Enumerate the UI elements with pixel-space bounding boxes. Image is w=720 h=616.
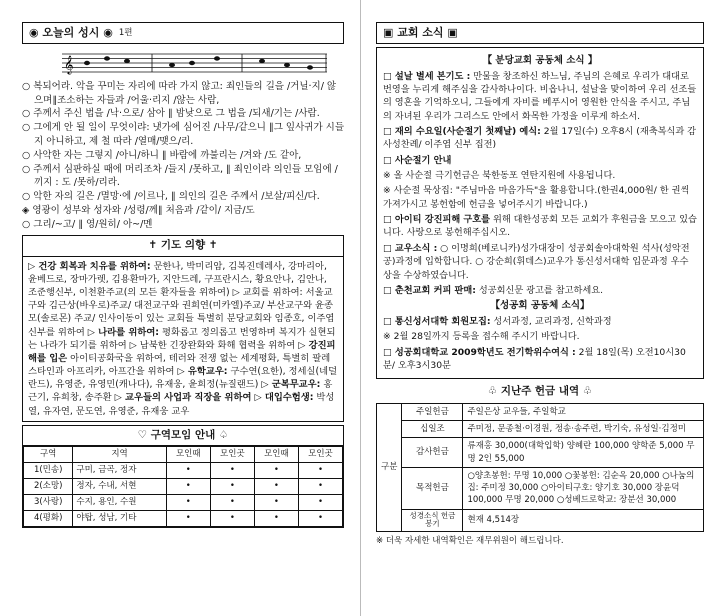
table-row [377, 438, 704, 468]
offering-label: 십일조 [402, 420, 463, 437]
svg-text:𝄞: 𝄞 [64, 54, 74, 74]
news-text: 만물을 창조하신 하느님, 주님의 은혜로 우리가 대대로 번영을 누리게 해주심을 감사하나이다. 비옵나니, 설날을 맞이하여 우리 선조들의 영혼을 기억하오니, 그들에게 자비를 베푸시어 영원한 안식을 주시고, 주님의 자녀된 우리가 그리스도 안에서 화목한 가정을 이루게 하소서. [383, 70, 697, 122]
region-cell: • [298, 479, 342, 495]
region-cell: • [210, 463, 254, 479]
region-number: 2(소망) [24, 479, 73, 495]
prayer-body [23, 257, 343, 421]
verse-line: ◈ 영광이 성부와 성자와 /성령/께∥ 처음과 /같이/ 지금/도 [22, 204, 255, 216]
table-row [377, 403, 704, 420]
region-cell: • [254, 479, 298, 495]
news-text: ※ 2월 28일까지 등록을 접수해 주시기 바랍니다. [383, 331, 580, 343]
verse-number: 1편 [118, 27, 133, 38]
news-item [383, 213, 697, 240]
verse-line: ○ 그에게 안 될 일이 무엇이랴: 냇가에 심어진 /나무/같으니 ∥그 잎사귀가 시들지 아니하고, 제 철 따라 /열매/맺으/리. [22, 122, 344, 147]
news-item [383, 184, 697, 211]
news-text: 2월 18일(목) 오전10시30분/ 오후3시30분 [383, 346, 686, 371]
prayer-key: ▷ 건강 회복과 치유를 위하여: [28, 260, 151, 272]
verse-heading [22, 22, 344, 44]
region-table [23, 446, 343, 527]
prayer-text: 구수연(요한), 정세실(네덜란드), 유영준, 유영민(캐나다), 유재웅, 윤희정(뉴질랜드) [28, 366, 338, 391]
region-cell: • [298, 495, 342, 511]
region-title: ♡ 구역모임 안내 ♤ [23, 426, 343, 446]
news-key: □ 춘천교회 커피 판매: [383, 284, 476, 296]
table-row [24, 495, 343, 511]
region-number: 3(사랑) [24, 495, 73, 511]
news-text: 성서과정, 교리과정, 신학과정 [490, 315, 612, 327]
news-key: □ 아이티 강진피해 구호를 [383, 214, 491, 226]
news-item [383, 169, 697, 182]
prayer-title: ✝ 기도 의향 ✝ [23, 236, 343, 256]
news-text: ○ 이명희(베로니카)성가대장이 성공회솔아대학원 석사(성악전공)과정에 입학합니다. ○ 강순희(휘데스)교우가 통신성서대학 입문과정 우수상을 수상하였습니다. [383, 242, 690, 281]
table-header: 지역 [73, 447, 166, 463]
music-notes-icon [62, 50, 327, 76]
offering-value: 류재홍 30,000(대학입학) 양혜란 100,000 양학준 5,000 무명 2인 55,000 [463, 438, 704, 468]
prayer-key: ▷ 교우들의 사업과 직장을 위하여 [114, 392, 252, 404]
news-key: □ 사순절기 안내 [383, 154, 452, 166]
region-cell: • [210, 511, 254, 527]
news-text: ※ 올 사순절 극기헌금은 북한동포 연탄지원에 사용됩니다. [383, 170, 616, 182]
offering-value: 현재 4,514장 [463, 509, 704, 531]
offering-label: 목적헌금 [402, 467, 463, 509]
region-cell: • [166, 463, 210, 479]
news-key: □ 성공회대학교 2009학년도 전기학위수여식 : [383, 346, 576, 358]
region-cell: • [254, 511, 298, 527]
news-item [383, 125, 697, 152]
table-row [377, 467, 704, 509]
news-heading [376, 22, 704, 44]
news-text: ※ 사순절 묵상집: "주님마음 마음가득"을 활용합니다.(한권4,000원/ 한 권씩 가져가시고 봉헌함에 헌금을 넣어주시기 바랍니다.) [383, 185, 690, 210]
prayer-text: 문한나, 박미리암, 김복진데레사, 강마리아, 윤베드로, 장마가렛, 김용환마가, 지안드레, 구프란시스, 황요안나, 김안나, 조준행신부, 이천환주교(의 모든 환자들을 위하여) ▷ 교회를 위하여: 서울교구와 김근상(바우로)주교/ 대전교구와 권희연(미카엘)주교/ 부산교구와 윤종모(솔로몬) 주교/ 인사이동이 있는 교회들 특별히 분당교회와 임종호, 이주엽 신부를 위하여 [28, 260, 335, 338]
news-text: 위해 대한성공회 모든 교회가 후원금을 모으고 있습니다. 사랑으로 봉헌해주십시오. [383, 214, 697, 239]
region-area: 수지, 용인, 수원 [73, 495, 166, 511]
right-column [376, 22, 704, 547]
offering-value: 주일은상 교우들, 주일학교 [463, 403, 704, 420]
verse-line: ○ 그리/~고/ ∥ 영/원히/ 아~/멘 [22, 218, 153, 230]
news-subheading: 【성공회 공동체 소식】 [490, 300, 590, 312]
region-cell: • [166, 479, 210, 495]
news-item [383, 70, 697, 123]
news-item [383, 154, 697, 167]
region-cell: • [210, 479, 254, 495]
news-item [383, 346, 697, 373]
prayer-key: ▷ 대입수험생: [254, 392, 314, 404]
news-item [383, 284, 697, 297]
region-number: 4(평화) [24, 511, 73, 527]
prayer-key: ▷ 강진피해를 입은 [28, 339, 336, 364]
table-header: 모인곳 [298, 447, 342, 463]
prayer-text: 홍근기, 유희창, 송주환 [28, 379, 333, 404]
news-item [383, 315, 697, 328]
verse-title: ◉ 오늘의 성시 ◉ [29, 26, 113, 39]
table-header: 구역 [24, 447, 73, 463]
prayer-text: 아이티공화국을 위하여, 테러와 전쟁 없는 세계평화, 특별히 팔레스타인과 아프리카, 아프간을 위하여 [28, 352, 331, 378]
offering-label: 감사헌금 [402, 438, 463, 468]
offering-value: 주미정, 문종철·이경원, 정송·송주련, 박기숙, 유성일·김정미 [463, 420, 704, 437]
table-row [24, 479, 343, 495]
region-area: 구미, 금곡, 정자 [73, 463, 166, 479]
verse-line: ○ 악한 자의 길은 /멸망·에 /이르나, ∥ 의인의 길은 주께서 /보살/피신/다. [22, 191, 320, 203]
offering-note: ※ 더욱 자세한 내역확인은 재무위원이 해드립니다. [376, 536, 564, 546]
table-row [377, 509, 704, 531]
region-cell: • [210, 495, 254, 511]
table-header: 모인곳 [210, 447, 254, 463]
news-text: 2월 17일(수) 오후8시 (재축복식과 감사성찬례/ 이주엽 신부 집전) [383, 126, 697, 151]
region-cell: • [298, 511, 342, 527]
table-header: 모인때 [254, 447, 298, 463]
news-title: ▣ 교회 소식 ▣ [383, 26, 458, 39]
offering-side-label: 구분 [377, 403, 402, 531]
offering-label: 성경소식 헌금봉기 [402, 509, 463, 531]
region-cell: • [254, 495, 298, 511]
news-item [383, 330, 697, 343]
prayer-key: ▷ 군복무교우: [261, 379, 321, 391]
table-header-row [24, 447, 343, 463]
table-row [24, 463, 343, 479]
page-fold [360, 0, 361, 616]
region-cell: • [254, 463, 298, 479]
news-subheading: 【 분당교회 공동체 소식 】 [482, 54, 598, 66]
news-text: 성공회신문 광고를 참고하세요. [475, 284, 604, 296]
table-header: 모인때 [166, 447, 210, 463]
offering-title: ♧ 지난주 헌금 내역 ♧ [487, 385, 593, 398]
offering-value: ○양초봉헌: 무명 10,000 ○꽃봉헌: 김순옥 20,000 ○나눔의집: 주미정 30,000 ○아이티구호: 양기호 30,000 장윤덕 100,000 무명 20,000 ○성베드로학교: 장분선 30,000 [463, 467, 704, 509]
verse-line: ○ 주께서 심판하실 때에 머리조차 /들지 /못하고, ∥ 죄인이라 의인들 모임에 /끼지 : 도 /못하/리라. [22, 163, 338, 189]
region-cell: • [166, 511, 210, 527]
region-cell: • [166, 495, 210, 511]
offering-table [376, 403, 704, 532]
verse-line: ○ 사악한 자는 그렇지 /아니/하니 ∥ 바람에 까불리는 /겨와 /도 같아, [22, 149, 302, 161]
prayer-box [22, 235, 344, 421]
verse-line: ○ 주께서 주신 법을 /낙·으로/ 삼아 ∥ 밤낮으로 그 법을 /되새/기는 /사람. [22, 108, 320, 120]
news-key: □ 설날 별세 본기도 : [383, 70, 471, 82]
region-box [22, 425, 344, 528]
region-number: 1(민송) [24, 463, 73, 479]
region-area: 야탑, 성남, 기타 [73, 511, 166, 527]
prayer-key: ▷ 나라를 위하여: [87, 326, 160, 338]
offering-label: 주일헌금 [402, 403, 463, 420]
verse-line: ○ 복되어라. 악을 꾸미는 자리에 따라 가지 않고: 죄인들의 길을 /거닐·지/ 않으며∥조소하는 자들과 /어울·리지 /않는 사람, [22, 80, 337, 106]
region-area: 정자, 수내, 서현 [73, 479, 166, 495]
table-row [24, 511, 343, 527]
news-box [376, 47, 704, 379]
news-key: □ 교우소식 : [383, 242, 438, 254]
music-staff [62, 50, 327, 76]
verse-text [22, 80, 344, 231]
prayer-text: 평화롭고 정의롭고 번영하며 복지가 실현되는 나라가 되기를 위하여 ▷ 남북한 긴장완화와 화해 협력을 위하여 [28, 326, 336, 351]
left-column [22, 22, 344, 528]
prayer-key: ▷ 유학교우: [177, 366, 228, 378]
news-item [383, 242, 697, 282]
prayer-text: 박성열, 유자연, 문도연, 유영준, 유재웅 교우 [28, 392, 335, 417]
region-cell: • [298, 463, 342, 479]
news-key: □ 재의 수요일(사순절기 첫째날) 예식: [383, 126, 541, 138]
news-key: □ 통신성서대학 회원모집: [383, 315, 491, 327]
table-row [377, 420, 704, 437]
